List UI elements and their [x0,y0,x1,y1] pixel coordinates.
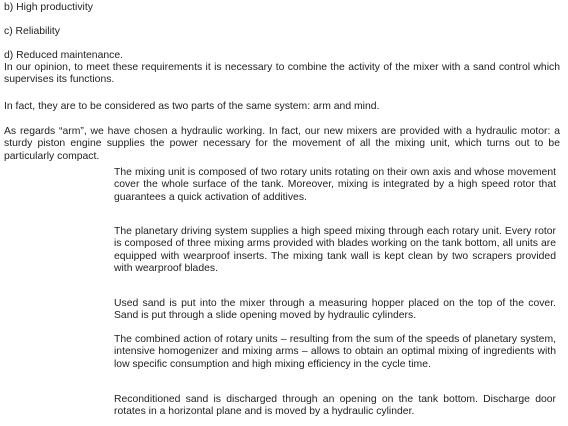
paragraph-requirements: In our opinion, to meet these requirements it is necessary to combine the activity of the mixer with a sand control which supervises its functions. [4,62,560,86]
paragraph-arm: As regards “arm”, we have chosen a hydraulic working. In fact, our new mixers are provided with a hydraulic motor: a sturdy piston engine supplies the power necessary for the movement of all the mixing unit, which turns out to be particularly compact. [4,126,560,162]
paragraph-used-sand: Used sand is put into the mixer through a measuring hopper placed on the top of the cover. Sand is put through a slide opening moved by hydraulic cylinders. [114,298,556,322]
list-item-b: b) High productivity [4,2,93,13]
list-item-d: d) Reduced maintenance. [4,50,123,61]
list-item-c: c) Reliability [4,26,61,37]
paragraph-mixing-unit: The mixing unit is composed of two rotary units rotating on their own axis and whose movement cover the whole surface of the tank. Moreover, mixing is integrated by a high speed rotor that guarantees a quick activation of additives. [114,167,556,203]
paragraph-combined-action: The combined action of rotary units – resulting from the sum of the speeds of planetary system, intensive homogenizer and mixing arms – allows to obtain an optimal mixing of ingredients with low specific consumption and high mixing efficiency in the cycle time. [114,334,556,370]
paragraph-planetary: The planetary driving system supplies a high speed mixing through each rotary unit. Every rotor is composed of three mixing arms provided with blades working on the tank bottom, all units are equipped with wearproof inserts. The mixing tank wall is kept clean by two scrapers provided with wearproof blades. [114,226,556,274]
paragraph-reconditioned: Reconditioned sand is discharged through an opening on the tank bottom. Discharge door rotates in a horizontal plane and is moved by a hydraulic cylinder. [114,394,556,418]
paragraph-two-parts: In fact, they are to be considered as two parts of the same system: arm and mind. [4,101,380,112]
